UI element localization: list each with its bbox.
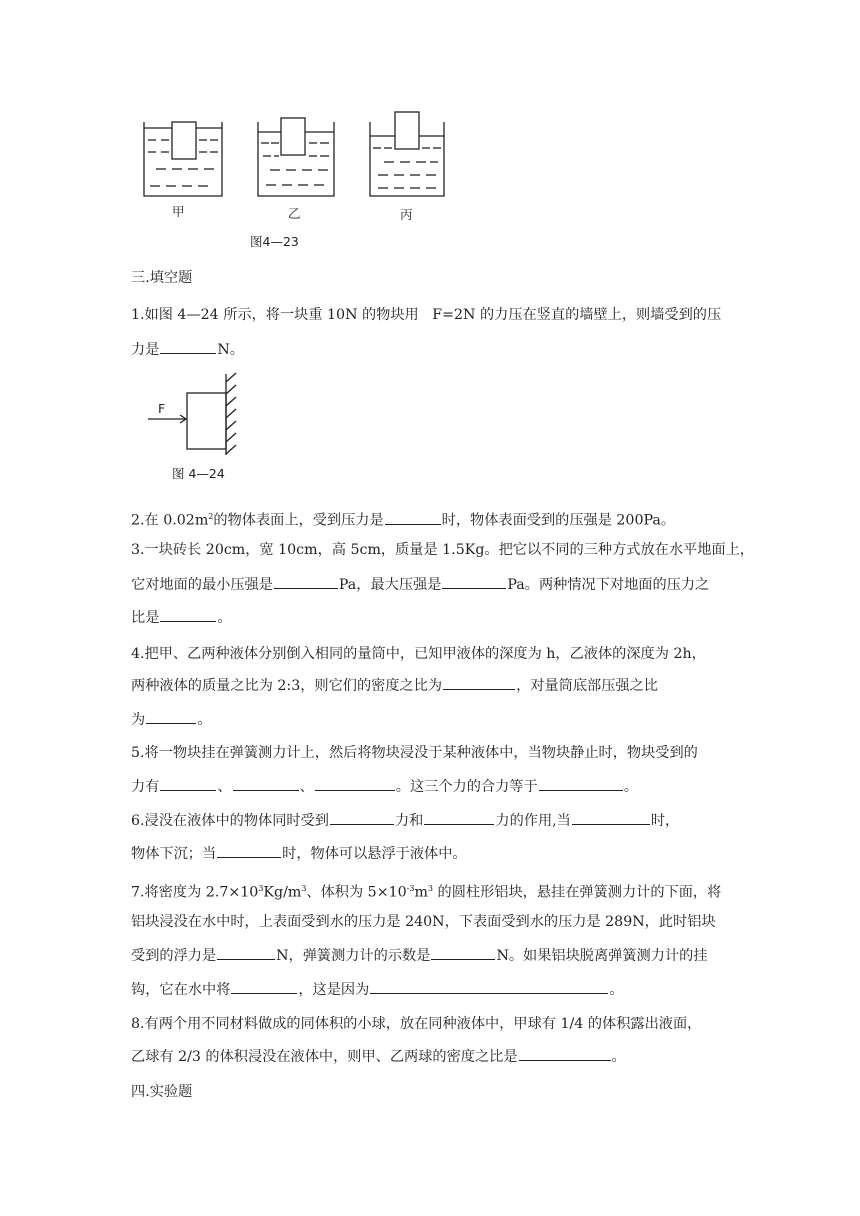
figure-4-24-drawing (140, 370, 250, 490)
q4-blank-2[interactable] (146, 710, 196, 724)
q7-text-b: Kg/m (263, 884, 302, 901)
figure-4-24 (140, 370, 250, 490)
q2-sup: 2 (208, 512, 214, 521)
q8-blank-1[interactable] (519, 1047, 611, 1061)
figure-4-24-caption: 图 4—24 (172, 466, 225, 481)
q5-text-b: 、 (217, 779, 232, 795)
q4-blank-1[interactable] (443, 676, 515, 690)
q5-text-c: 、 (299, 779, 314, 795)
q5-text-d: 。这三个力的合力等于 (395, 779, 538, 795)
q7-text-k: 。 (609, 982, 624, 998)
figure-4-23-drawing (130, 104, 460, 254)
q2-line (131, 507, 675, 531)
q6-blank-3[interactable] (572, 811, 650, 825)
q7-text-h: N。如果铝块脱离弹簧测力计的挂 (496, 948, 708, 964)
q7-line-4 (131, 980, 623, 1000)
figure-4-23 (130, 104, 460, 254)
label-bing: 丙 (400, 207, 413, 222)
q7-line-2: 铝块浸没在水中时，上表面受到水的压力是 240N，下表面受到水的压力是 289N，此时铝块 (131, 914, 716, 930)
q8-line-2 (131, 1047, 626, 1067)
q3-blank-2[interactable] (442, 575, 506, 589)
q7-sup-1: 3 (258, 884, 264, 893)
q7-text-g: N，弹簧测力计的示数是 (276, 948, 431, 964)
q4-text-a: 两种液体的质量之比为 2:3，则它们的密度之比为 (131, 678, 443, 694)
q7-blank-3[interactable] (231, 980, 297, 994)
q4-line-2 (131, 676, 658, 696)
block-yi (281, 118, 305, 155)
q3-text-e: 。 (217, 610, 232, 626)
q2-text-a: 2.在 0.02m (131, 512, 209, 529)
q6-text-f: 时，物体可以悬浮于液体中。 (282, 846, 467, 862)
force-label: F (158, 401, 166, 416)
q2-text-c: 时，物体表面受到的压强是 200Pa。 (441, 512, 676, 529)
block-jia (172, 122, 196, 159)
q3-line-2 (131, 575, 709, 595)
q4-text-d: 。 (197, 712, 212, 728)
q7-blank-1[interactable] (217, 946, 275, 960)
q3-text-a: 它对地面的最小压强是 (131, 577, 273, 593)
q6-blank-4[interactable] (217, 844, 281, 858)
q3-text-d: 比是 (131, 610, 160, 626)
q1-line-1: 1.如图 4—24 所示，将一块重 10N 的物块用 F=2N 的力压在竖直的墙壁上，则墙受到的压 (131, 307, 722, 323)
q3-blank-1[interactable] (274, 575, 338, 589)
q6-text-e: 物体下沉；当 (131, 846, 217, 862)
q7-text-d: m (414, 884, 428, 901)
q7-line-3 (131, 946, 707, 966)
q4-text-c: 为 (131, 712, 146, 728)
q7-text-e: 的圆柱形铝块，悬挂在弹簧测力计的下面，将 (433, 884, 722, 901)
q6-text-c: 力的作用,当 (495, 813, 571, 829)
q7-line-1 (131, 879, 721, 903)
q5-line-2 (131, 777, 638, 797)
q6-blank-1[interactable] (330, 811, 394, 825)
q7-blank-2[interactable] (431, 946, 495, 960)
label-yi: 乙 (288, 206, 301, 221)
section-3-title: 三.填空题 (131, 270, 193, 286)
q5-blank-3[interactable] (315, 777, 395, 791)
q5-line-1: 5.将一物块挂在弹簧测力计上，然后将物块浸没于某种液体中，当物块静止时，物块受到的 (131, 745, 698, 761)
section-4-title: 四.实验题 (131, 1084, 193, 1100)
q5-blank-4[interactable] (539, 777, 623, 791)
q4-line-1: 4.把甲、乙两种液体分别倒入相同的量筒中，已知甲液体的深度为 h，乙液体的深度为 2h， (131, 646, 706, 662)
q7-sup-4: 3 (427, 884, 434, 893)
q7-blank-4[interactable] (370, 980, 608, 994)
q3-line-1: 3.一块砖长 20cm，宽 10cm，高 5cm，质量是 1.5Kg。把它以不同的三种方式放在水平地面上， (131, 542, 754, 558)
q2-text-b: 的物体表面上，受到压力是 (213, 512, 384, 529)
q7-text-i: 钩，它在水中将 (131, 982, 231, 998)
q5-text-e: 。 (623, 779, 638, 795)
q7-sup-2: 3 (301, 884, 307, 893)
q1-line-2 (131, 340, 244, 360)
block-bing (395, 112, 419, 149)
q7-sup-3: -3 (406, 884, 415, 893)
q6-line-1 (131, 811, 679, 831)
q6-text-d: 时， (650, 813, 680, 829)
q6-line-2 (131, 844, 467, 864)
q7-text-f: 受到的浮力是 (131, 948, 217, 964)
block-against-wall (187, 393, 226, 449)
q7-text-c: 、体积为 5×10 (306, 884, 407, 901)
q4-text-b: ，对量筒底部压强之比 (516, 678, 658, 694)
q1-text-a: 力是 (131, 342, 160, 358)
q3-line-3 (131, 608, 232, 628)
q5-blank-1[interactable] (160, 777, 216, 791)
q8-line-1: 8.有两个用不同材料做成的同体积的小球，放在同种液体中，甲球有 1/4 的体积露出液面， (131, 1016, 702, 1032)
q5-text-a: 力有 (131, 779, 160, 795)
q6-text-a: 6.浸没在液体中的物体同时受到 (131, 813, 329, 829)
q8-text-a: 乙球有 2/3 的体积浸没在液体中，则甲、乙两球的密度之比是 (131, 1049, 518, 1065)
figure-4-23-caption: 图4—23 (250, 234, 299, 249)
q1-blank-1[interactable] (160, 340, 216, 354)
q6-blank-2[interactable] (424, 811, 494, 825)
label-jia: 甲 (172, 204, 185, 219)
q4-line-3 (131, 710, 211, 730)
q2-blank-1[interactable] (385, 511, 441, 525)
q5-blank-2[interactable] (233, 777, 299, 791)
q8-text-b: 。 (611, 1049, 626, 1065)
q7-text-j: ，这是因为 (298, 982, 370, 998)
q3-blank-3[interactable] (160, 608, 216, 622)
q6-text-b: 力和 (394, 813, 424, 829)
q3-text-b: Pa，最大压强是 (338, 577, 442, 593)
q7-text-a: 7.将密度为 2.7×10 (131, 884, 259, 901)
q1-text-b: N。 (217, 342, 244, 358)
q3-text-c: Pa。两种情况下对地面的压力之 (507, 577, 710, 593)
